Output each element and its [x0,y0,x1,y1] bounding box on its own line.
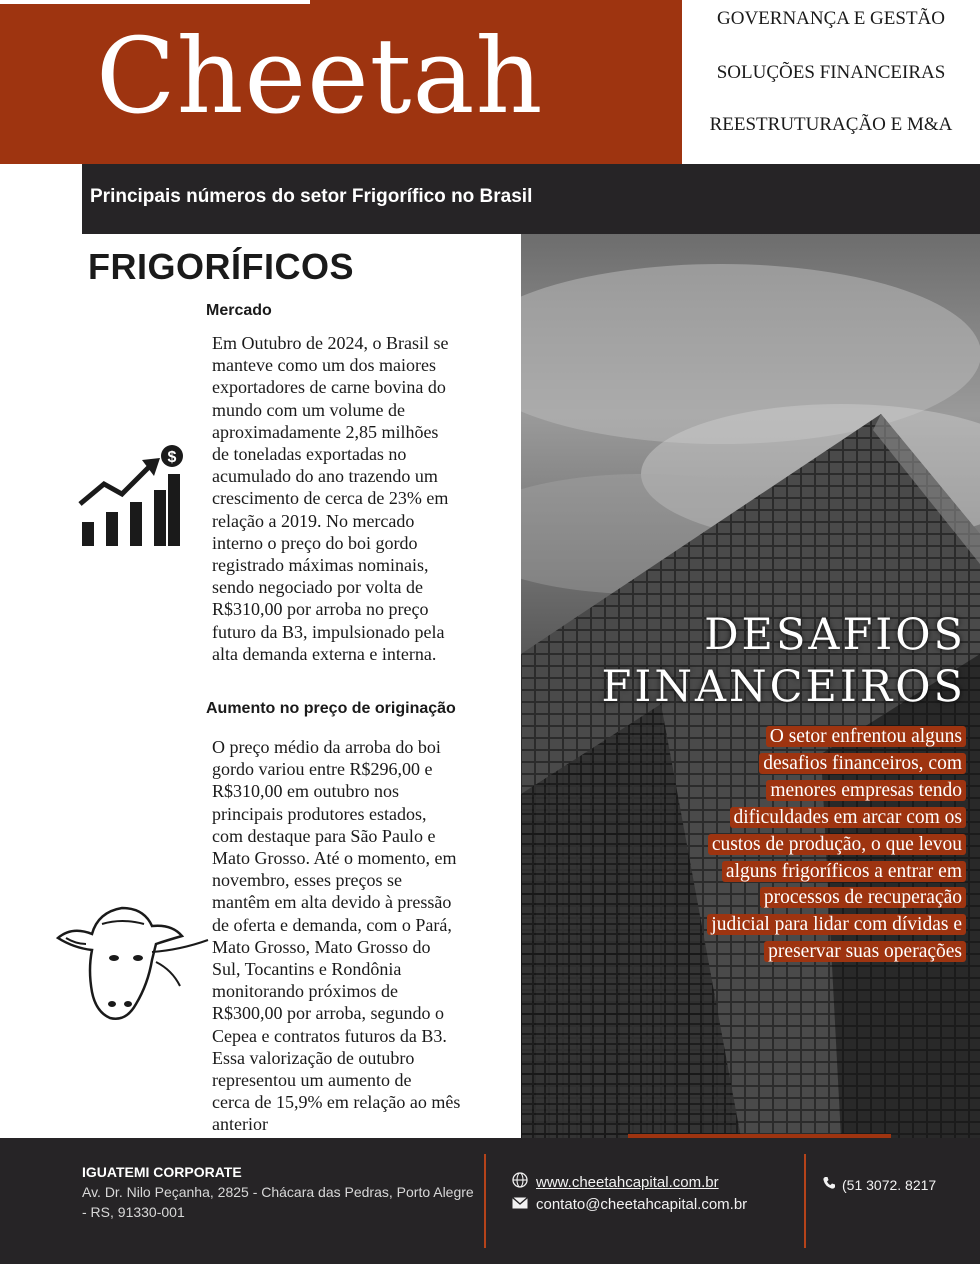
text-line: Em Outubro de 2024, o Brasil se [212,333,449,353]
text-line: preservar suas operações [764,941,966,962]
brand-logo-text: Cheetah [96,15,544,137]
text-line: R$300,00 por arroba, segundo o [212,1003,444,1024]
service-item: SOLUÇÕES FINANCEIRAS [716,62,946,83]
growth-chart-dollar-icon [78,444,184,548]
challenges-paragraph [616,724,966,966]
footer-divider [804,1154,806,1248]
text-line: aproximadamente 2,85 milhões [212,421,439,442]
page-title: Principais números do setor Frigorífico no Brasil [90,186,533,207]
text-line: de toneladas exportadas no [212,444,407,465]
text-line: desafios financeiros, com [759,753,966,774]
website-row [512,1172,719,1192]
text-line: monitorando próximos de [212,981,398,1002]
text-line: com destaque para São Paulo e [212,825,436,846]
text-line: alguns frigoríficos a entrar em [722,861,966,882]
text-line: de oferta e demanda, com o Pará, [212,914,452,935]
text-line: custos de produção, o que levou [708,834,966,855]
text-line: O preço médio da arroba do boi [212,737,441,757]
challenges-heading-line2: FINANCEIROS [601,662,966,712]
service-item: GOVERNANÇA E GESTÃO [717,8,945,29]
text-line: manteve como um dos maiores [212,355,436,376]
text-line: registrado máximas nominais, [212,555,429,576]
text-line: anterior [212,1114,268,1135]
text-line: dificuldades em arcar com os [730,807,967,828]
address-title: IGUATEMI CORPORATE [82,1164,242,1180]
text-line: alta demanda externa e interna. [212,643,437,664]
website-link[interactable]: www.cheetahcapital.com.br [536,1173,719,1191]
text-line: R$310,00 por arroba no preço [212,599,429,620]
text-line: mundo com um volume de [212,399,405,420]
text-line: mantêm em alta devido à pressão [212,892,452,913]
cattle-head-illustration [52,900,212,1026]
phone-icon [822,1176,836,1193]
email-row [512,1196,747,1213]
text-line: gordo variou entre R$296,00 e [212,759,433,780]
text-line: menores empresas tendo [766,780,966,801]
envelope-icon [512,1196,528,1213]
section-title: FRIGORÍFICOS [88,246,354,287]
text-line: exportadores de carne bovina do [212,377,446,398]
text-line: processos de recuperação [760,887,966,908]
service-item: REESTRUTURAÇÃO E M&A [709,114,953,135]
text-line: sendo negociado por volta de [212,577,423,598]
text-line: cerca de 15,9% em relação ao mês [212,1092,461,1113]
phone-row [822,1176,936,1193]
footer [0,1138,980,1264]
text-line: representou um aumento de [212,1070,412,1091]
text-line: O setor enfrentou alguns [766,726,966,747]
market-paragraph [212,332,512,665]
brand-banner [0,0,682,164]
header-bar [82,164,980,234]
origination-paragraph [212,736,512,1136]
text-line: futuro da B3, impulsionado pela [212,621,445,642]
services-list [682,0,980,164]
origination-heading: Aumento no preço de originação [206,700,456,717]
text-line: Essa valorização de outubro [212,1047,415,1068]
svg-text:$: $ [167,449,177,466]
skyscraper-photo [521,234,980,1138]
top-accent-line [0,0,310,4]
text-line: interno o preço do boi gordo [212,532,418,553]
text-line: crescimento de cerca de 23% em [212,488,449,509]
globe-icon [512,1172,528,1192]
phone-number[interactable]: (51 3072. 8217 [842,1176,937,1193]
text-line: Mato Grosso, Mato Grosso do [212,936,431,957]
text-line: Mato Grosso. Até o momento, em [212,848,457,869]
text-line: novembro, esses preços se [212,870,402,891]
text-line: Cepea e contratos futuros da B3. [212,1025,447,1046]
market-heading: Mercado [206,302,272,319]
text-line: R$310,00 em outubro nos [212,781,399,802]
text-line: acumulado do ano trazendo um [212,466,438,487]
footer-divider [484,1154,486,1248]
text-line: principais produtores estados, [212,803,427,824]
text-line: Sul, Tocantins e Rondônia [212,959,402,980]
text-line: relação a 2019. No mercado [212,510,415,531]
challenges-heading-line1: DESAFIOS [704,610,966,660]
text-line: judicial para lidar com dívidas e [707,914,966,935]
email-link[interactable]: contato@cheetahcapital.com.br [536,1196,748,1213]
address-text: Av. Dr. Nilo Peçanha, 2825 - Chácara das Pedras, Porto Alegre - RS, 91330-001 [82,1184,474,1220]
